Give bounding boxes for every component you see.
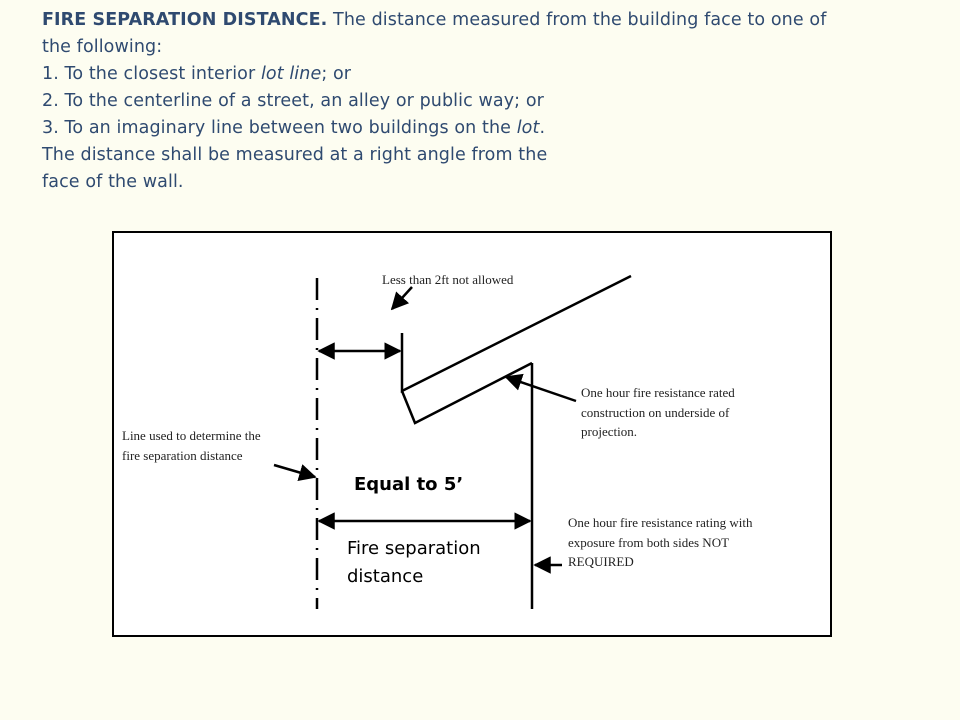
label-projection-line-2: construction on underside of <box>581 404 730 420</box>
projection-top <box>402 276 631 391</box>
label-fsd-line-2: distance <box>347 566 424 587</box>
label-rating-line-2: exposure from both sides NOT <box>568 534 730 550</box>
label-rating-line-1: One hour fire resistance rating with <box>568 515 753 530</box>
definition-item-1 <box>42 61 922 88</box>
definition-item-2: 2. To the centerline of a street, an alley or public way; or <box>42 91 544 111</box>
definition-item-3 <box>42 115 922 142</box>
projection-underside <box>402 363 532 423</box>
label-projection-line-3: projection. <box>581 424 637 439</box>
definition-line-1 <box>42 7 922 34</box>
definition-term: FIRE SEPARATION DISTANCE. <box>42 10 328 30</box>
label-equal: Equal to 5’ <box>354 474 464 495</box>
label-projection <box>581 383 735 442</box>
definition-line-2: the following: <box>42 37 163 57</box>
item1-suffix: ; or <box>321 64 352 84</box>
label-line-2: fire separation distance <box>122 447 243 463</box>
definition-closing-1: The distance shall be measured at a right angle from the <box>42 145 548 165</box>
label-less-than: Less than 2ft not allowed <box>382 272 514 287</box>
pointer-projection <box>506 377 576 401</box>
label-projection-line-1: One hour fire resistance rated <box>581 385 735 400</box>
item1-emphasis: lot line <box>260 64 322 84</box>
label-line-1: Line used to determine the <box>122 428 261 443</box>
label-fsd-line-1: Fire separation <box>347 538 481 559</box>
item3-suffix: . <box>539 118 546 138</box>
item1-prefix: 1. To the closest interior <box>42 64 261 84</box>
pointer-line <box>274 465 315 477</box>
item3-prefix: 3. To an imaginary line between two buildings on the <box>42 118 517 138</box>
label-line <box>122 426 261 465</box>
pointer-less-than <box>392 287 412 309</box>
label-fire-separation-distance <box>347 535 481 591</box>
label-rating-line-3: REQUIRED <box>568 554 634 569</box>
item3-emphasis: lot <box>516 118 540 138</box>
definition-closing-2: face of the wall. <box>42 172 184 192</box>
definition-text <box>42 7 922 196</box>
label-rating <box>568 513 752 572</box>
diagram-frame <box>112 231 832 637</box>
definition-intro: The distance measured from the building face to one of <box>327 10 827 30</box>
